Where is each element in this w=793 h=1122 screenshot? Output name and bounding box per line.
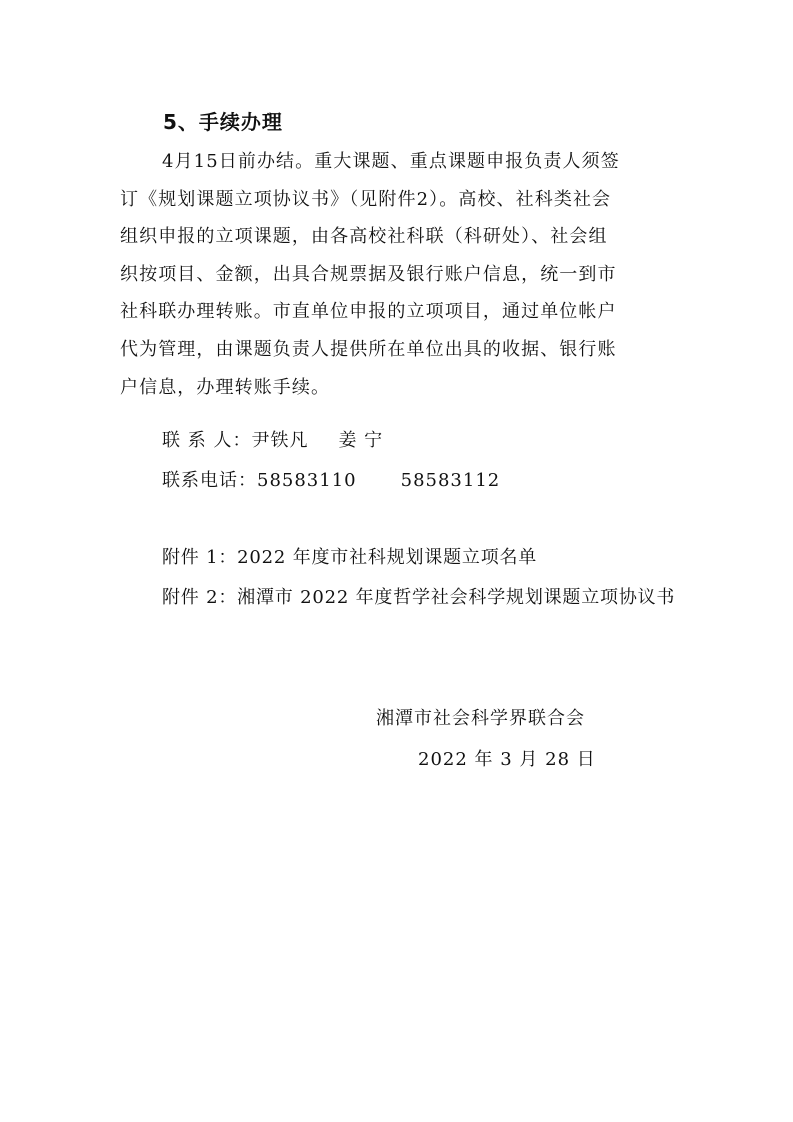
body-line: 组织申报的立项课题，由各高校社科联（科研处）、社会组: [120, 226, 608, 248]
signature-date: 2022 年 3 月 28 日: [418, 749, 596, 770]
contact-phone-line: [162, 466, 500, 496]
signature-organization: 湘潭市社会科学界联合会: [376, 708, 585, 729]
contact-person-label: 联 系 人：: [162, 430, 252, 451]
contact-person-line: [162, 426, 383, 456]
body-line: 织按项目、金额，出具合规票据及银行账户信息，统一到市: [120, 263, 617, 285]
body-line: 户信息，办理转账手续。: [120, 376, 331, 398]
attachment-2: 附件 2：湘潭市 2022 年度哲学社会科学规划课题立项协议书: [162, 587, 676, 608]
body-paragraph: [120, 143, 680, 406]
contact-phone-1: 58583110: [257, 470, 357, 491]
section-heading: 5、手续办理: [163, 110, 283, 134]
contact-phone-label: 联系电话：: [162, 470, 257, 491]
body-line: 订《规划课题立项协议书》（见附件2）。高校、社科类社会: [120, 188, 612, 210]
attachment-1: 附件 1：2022 年度市社科规划课题立项名单: [162, 547, 538, 568]
body-line: 社科联办理转账。市直单位申报的立项项目，通过单位帐户: [120, 301, 617, 323]
contact-person-2: 姜 宁: [338, 430, 384, 451]
body-line: 4月15日前办结。重大课题、重点课题申报负责人须签: [162, 151, 620, 172]
contact-phone-2: 58583112: [400, 470, 501, 491]
contact-person-1: 尹铁凡: [251, 430, 309, 451]
body-line: 代为管理，由课题负责人提供所在单位出具的收据、银行账: [120, 338, 617, 360]
